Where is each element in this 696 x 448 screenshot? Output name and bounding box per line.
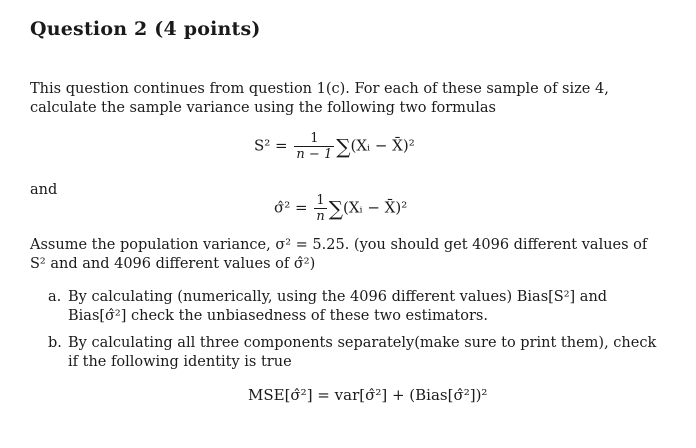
question-heading: Question 2 (4 points)	[30, 18, 261, 40]
formula-s2-numerator: 1	[294, 131, 334, 147]
mse-identity-formula: MSE[σ̂²] = var[σ̂²] + (Bias[σ̂²])²	[248, 386, 488, 404]
intro-paragraph: This question continues from question 1(c). For each of these sample of size 4, calculate the sample variance using the following two formulas	[30, 81, 609, 116]
mle-variance-formula	[274, 193, 407, 224]
formula-sigma-denominator: n	[316, 209, 325, 224]
formula-s2-fraction	[294, 131, 334, 162]
formula-sigma-fraction	[314, 193, 326, 224]
formula-s2-lhs: S² =	[254, 136, 288, 155]
list-marker: a.	[48, 289, 62, 305]
formula-sigma-lhs: σ̂² =	[274, 198, 308, 217]
summation-symbol: ∑	[336, 134, 351, 159]
and-label: and	[30, 182, 58, 198]
list-item-text: By calculating all three components separately(make sure to print them), check if the following identity is true	[68, 335, 657, 370]
list-item-a	[48, 288, 660, 326]
formula-s2-body: (Xᵢ − X̄)²	[350, 136, 415, 155]
list-marker: b.	[48, 335, 62, 351]
assumption-paragraph: Assume the population variance, σ² = 5.25. (you should get 4096 different values of S² and and 4096 different values of σ̂²)	[30, 237, 648, 272]
summation-symbol: ∑	[328, 196, 344, 221]
formula-s2-denominator: n − 1	[296, 147, 333, 162]
list-item-text: By calculating (numerically, using the 4096 different values) Bias[S²] and Bias[σ̂²] check the unbiasedness of these two estimators.	[68, 289, 608, 324]
sample-variance-formula	[254, 131, 415, 162]
list-item-b	[48, 334, 660, 372]
formula-sigma-body: (Xᵢ − X̄)²	[343, 198, 408, 217]
formula-sigma-numerator: 1	[314, 193, 326, 209]
